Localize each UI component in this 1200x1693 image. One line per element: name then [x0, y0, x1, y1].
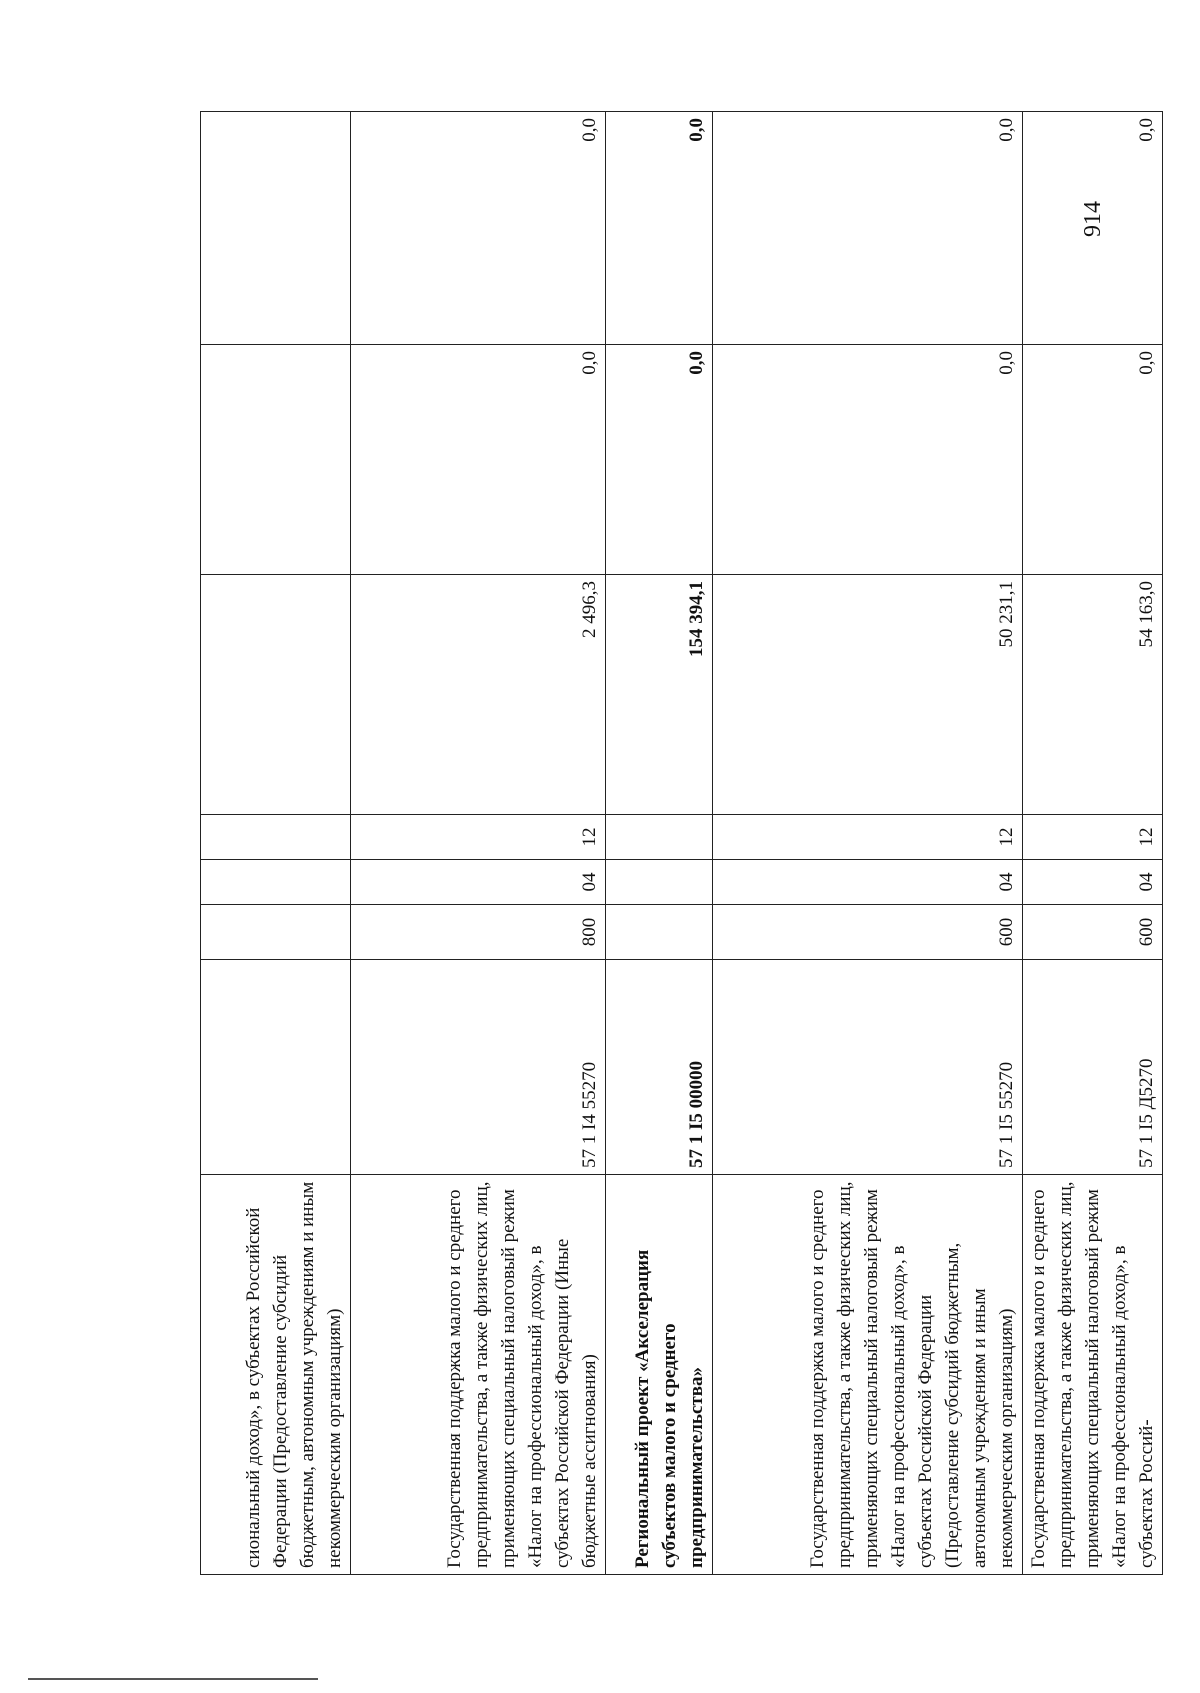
rotated-page [200, 112, 1160, 1575]
page-number: 914 [1080, 201, 1106, 237]
section-cell [201, 860, 351, 905]
section-cell: 04 [1023, 860, 1163, 905]
row-name-cell: сиональный доход», в субъектах Российской Федерации (Предоставление субсидий бюджетным, автономным учреждениям и иным некоммерческим организациям) [201, 1175, 351, 1575]
sum-year-2-cell: 0,0 [606, 345, 713, 575]
row-name-cell: Государственная поддержка малого и среднего предпринимательства, а также физических лиц, применяющих специальный налоговый режим «Налог на профессиональный доход», в субъектах Российской Федерации (Предоставление субсидий бюджетным, автономным учреждениям и иным некоммерческим организациям) [713, 1175, 1023, 1575]
sum-year-3-cell: 0,0 [713, 112, 1023, 345]
subsection-cell [606, 815, 713, 860]
target-article-code-cell: 57 1 I4 55270 [351, 960, 606, 1175]
expense-type-cell: 800 [351, 905, 606, 960]
sum-year-1-cell: 2 496,3 [351, 575, 606, 815]
expense-type-cell [606, 905, 713, 960]
sum-year-1-cell: 54 163,0 [1023, 575, 1163, 815]
target-article-code-cell [201, 960, 351, 1175]
section-cell: 04 [351, 860, 606, 905]
scan-edge-line [28, 1678, 318, 1680]
table-row [713, 112, 1023, 1575]
sum-year-3-cell: 0,0 [606, 112, 713, 345]
sum-year-3-cell: 0,0 [1023, 112, 1163, 345]
table-row [351, 112, 606, 1575]
expense-type-cell: 600 [1023, 905, 1163, 960]
sum-year-3-cell [201, 112, 351, 345]
target-article-code-cell: 57 1 I5 55270 [713, 960, 1023, 1175]
table-row [201, 112, 351, 1575]
row-name-cell: Государственная поддержка малого и среднего предпринимательства, а также физических лиц, применяющих специальный налоговый режим «Налог на профессиональный доход», в субъектах Российской Федерации (Иные бюджетные ассигнования) [351, 1175, 606, 1575]
sum-year-2-cell: 0,0 [351, 345, 606, 575]
section-cell: 04 [713, 860, 1023, 905]
budget-table [200, 111, 1163, 1575]
target-article-code-cell: 57 1 I5 Д5270 [1023, 960, 1163, 1175]
subsection-cell [201, 815, 351, 860]
expense-type-cell: 600 [713, 905, 1023, 960]
table-row [606, 112, 713, 1575]
section-cell [606, 860, 713, 905]
subsection-cell: 12 [351, 815, 606, 860]
table-row [1023, 112, 1163, 1575]
row-name-cell: Государственная поддержка малого и среднего предпринимательства, а также физических лиц, применяющих специальный налоговый режим «Налог на профессиональный доход», в субъектах Россий- [1023, 1175, 1163, 1575]
subsection-cell: 12 [1023, 815, 1163, 860]
sum-year-3-cell: 0,0 [351, 112, 606, 345]
sum-year-2-cell [201, 345, 351, 575]
sum-year-2-cell: 0,0 [713, 345, 1023, 575]
subsection-cell: 12 [713, 815, 1023, 860]
sum-year-1-cell: 154 394,1 [606, 575, 713, 815]
sum-year-1-cell: 50 231,1 [713, 575, 1023, 815]
sum-year-1-cell [201, 575, 351, 815]
sum-year-2-cell: 0,0 [1023, 345, 1163, 575]
expense-type-cell [201, 905, 351, 960]
target-article-code-cell: 57 1 I5 00000 [606, 960, 713, 1175]
row-name-cell: Региональный проект «Акселерация субъектов малого и среднего предпринимательства» [606, 1175, 713, 1575]
